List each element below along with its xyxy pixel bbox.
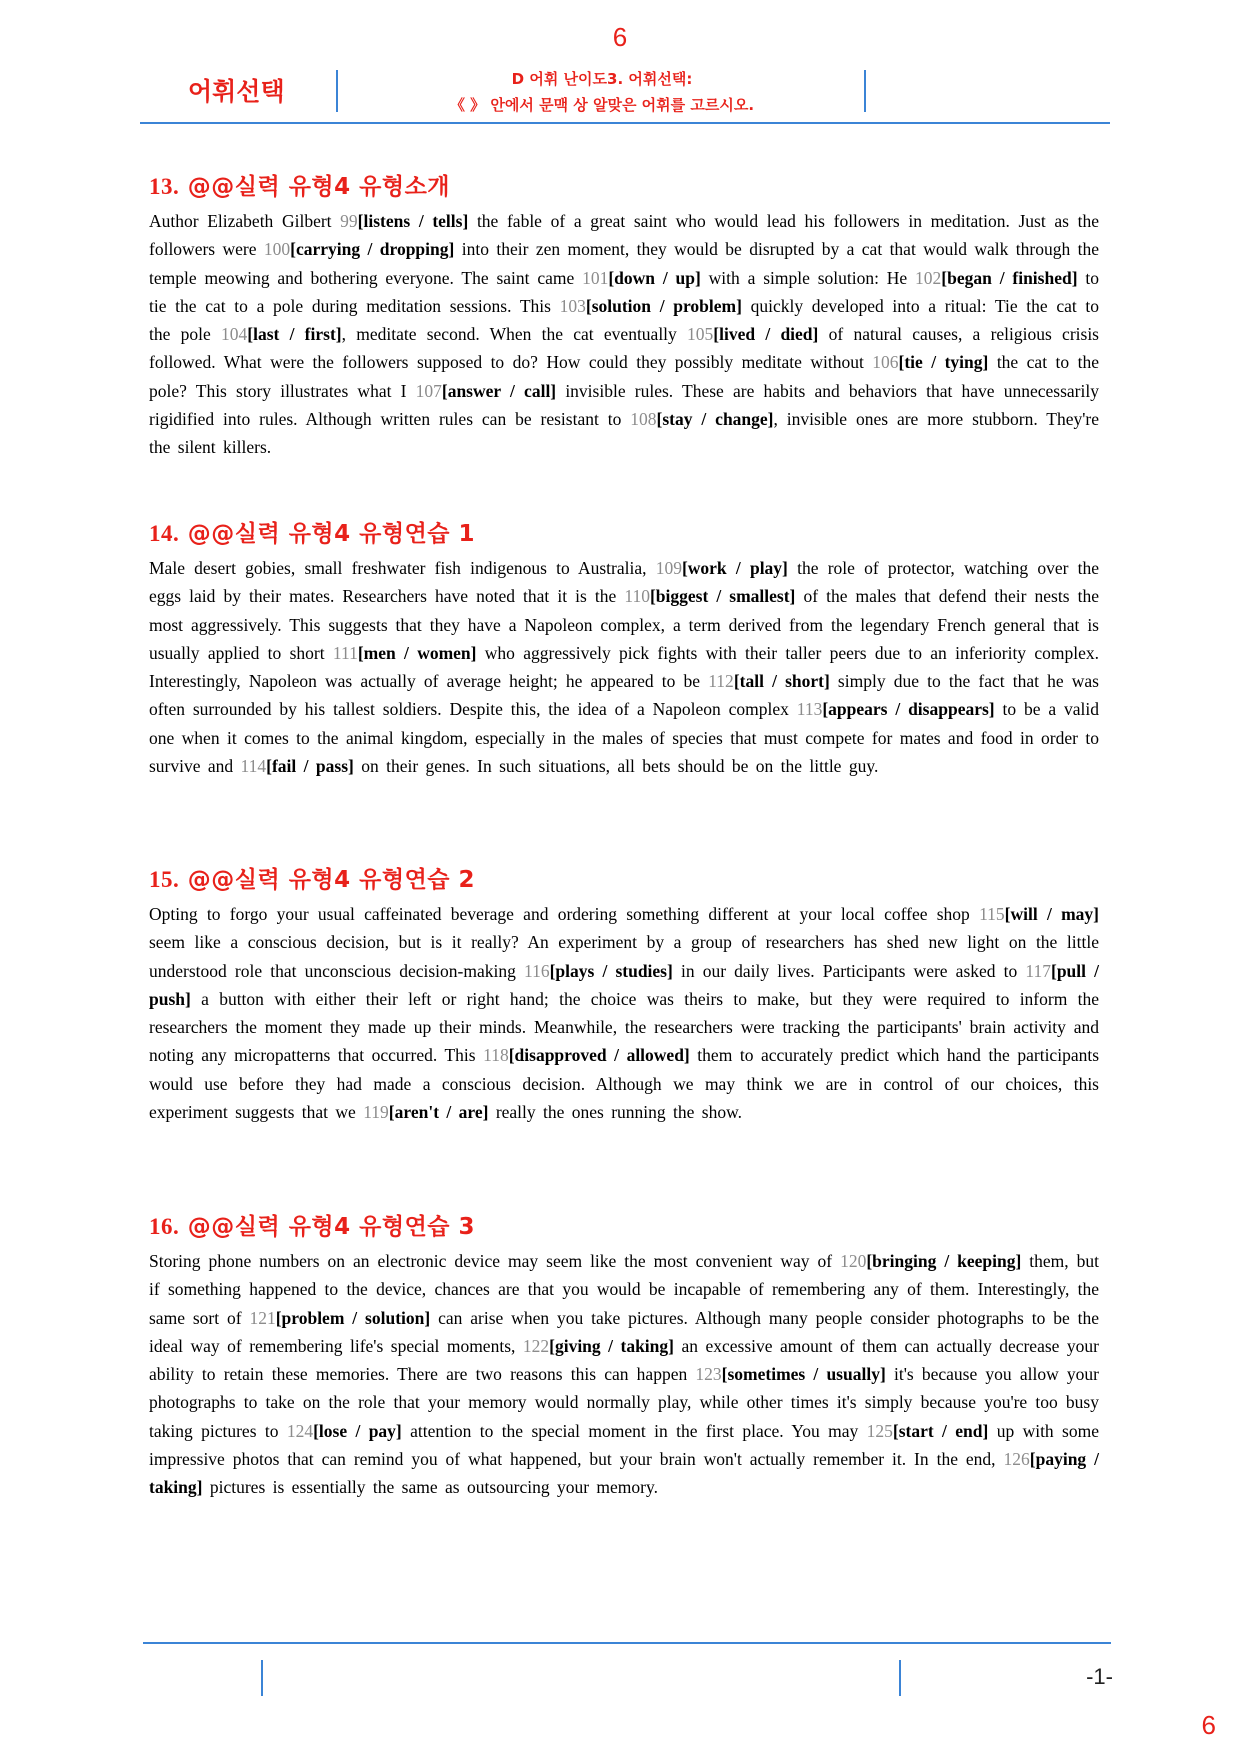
passage bbox=[149, 554, 1099, 780]
footer-page-label: -1- bbox=[1086, 1664, 1113, 1689]
answer-choice: [problem / solution] bbox=[275, 1307, 431, 1328]
question-number: 104 bbox=[221, 324, 248, 345]
passage-text: them to accurately predict which hand the participants would use before they had made a conscious decision. Although we may think we are in control of our choices, this experiment suggests that we bbox=[149, 1045, 1100, 1123]
answer-choice: [men / women] bbox=[357, 642, 477, 663]
passage-text: , meditate second. When the cat eventually bbox=[341, 324, 688, 345]
passage-text: the role of protector, watching over the eggs laid by their mates. Researchers have noted that it is the bbox=[149, 558, 1100, 607]
answer-choice: [down / up] bbox=[608, 267, 701, 288]
question-number: 117 bbox=[1025, 960, 1051, 981]
passage bbox=[149, 1247, 1099, 1502]
question-number: 107 bbox=[415, 380, 442, 401]
answer-choice: [start / end] bbox=[892, 1420, 989, 1441]
passage-text: them, but if something happened to the device, chances are that you would be incapable of remembering any of them. Interestingly, the same sort of bbox=[149, 1251, 1100, 1328]
question-number: 113 bbox=[796, 699, 823, 720]
passage-text: simply due to the fact that he was often surrounded by his tallest soldiers. Despite this, the idea of a Napoleon complex bbox=[149, 671, 1099, 720]
answer-choice: [stay / change] bbox=[656, 409, 774, 430]
passage-text: invisible rules. These are habits and behaviors that have unnecessarily rigidified into rules. Although written rules can be resistant to bbox=[149, 380, 1099, 430]
passage-text: with a simple solution: He bbox=[700, 267, 916, 288]
footer-divider-left bbox=[261, 1660, 263, 1696]
question-number: 118 bbox=[483, 1045, 509, 1066]
question-number: 119 bbox=[363, 1102, 389, 1123]
answer-choice: [carrying / dropping] bbox=[290, 239, 455, 260]
passage-text: who aggressively pick fights with their taller peers due to an inferiority complex. Interestingly, Napoleon was actually of average height; he appeared to be bbox=[149, 642, 1099, 692]
question-number: 121 bbox=[249, 1307, 276, 1328]
answer-choice: [fail / pass] bbox=[266, 756, 354, 777]
question-number: 101 bbox=[582, 267, 609, 288]
passage-text: Male desert gobies, small freshwater fish indigenous to Australia, bbox=[149, 558, 656, 578]
passage bbox=[149, 207, 1099, 462]
answer-choice: [appears / disappears] bbox=[822, 699, 995, 720]
section-number: 15. bbox=[149, 867, 180, 892]
section-number: 14. bbox=[149, 521, 180, 546]
answer-choice: [tall / short] bbox=[733, 671, 830, 692]
question-number: 126 bbox=[1003, 1449, 1030, 1470]
passage-text: to tie the cat to a pole during meditation sessions. This bbox=[149, 267, 1099, 316]
passage-text: up with some impressive photos that can remind you of what happened, but your brain won't actually remember it. In the end, bbox=[149, 1420, 1099, 1470]
passage-text: , invisible ones are more stubborn. They're the silent killers. bbox=[149, 409, 1099, 458]
answer-choice: [answer / call] bbox=[441, 380, 557, 401]
question-number: 111 bbox=[332, 642, 358, 663]
passage-text: an excessive amount of them can actually decrease your ability to retain these memories. There are two reasons this can happen bbox=[149, 1335, 1099, 1385]
passage-text: quickly developed into a ritual: Tie the cat to the pole bbox=[149, 295, 1100, 345]
question-number: 99 bbox=[340, 211, 358, 231]
instruction-line-1: D 어휘 난이도3. 어휘선택: bbox=[511, 70, 693, 88]
question-number: 102 bbox=[915, 267, 942, 288]
answer-choice: [tie / tying] bbox=[898, 352, 989, 373]
section-heading bbox=[149, 861, 1099, 894]
header-rule bbox=[140, 122, 1110, 124]
answer-choice: [lose / pay] bbox=[313, 1420, 402, 1441]
question-number: 103 bbox=[559, 295, 586, 316]
header-divider-right bbox=[864, 70, 866, 112]
section-15 bbox=[149, 861, 1099, 1126]
passage-text: Storing phone numbers on an electronic device may seem like the most convenient way of bbox=[149, 1251, 841, 1271]
question-number: 112 bbox=[708, 671, 734, 692]
answer-choice: [biggest / smallest] bbox=[649, 586, 796, 607]
section-title: @@실력 유형4 유형연습 2 bbox=[187, 867, 476, 893]
answer-choice: [paying / taking] bbox=[149, 1449, 1099, 1498]
question-number: 109 bbox=[655, 558, 682, 578]
question-number: 100 bbox=[263, 239, 291, 260]
answer-choice: [last / first] bbox=[247, 324, 342, 345]
answer-choice: [disapproved / allowed] bbox=[508, 1045, 690, 1066]
passage-text: a button with either their left or right hand; the choice was theirs to make, but they were required to inform the researchers the moment they made up their minds. Meanwhile, the researchers were tracking the participants' brain activity and noting any micropatterns that occurred. This bbox=[149, 988, 1099, 1066]
question-number: 125 bbox=[866, 1420, 893, 1441]
passage-text: to be a valid one when it comes to the animal kingdom, especially in the males of species that must compete for mates and food in order to survive and bbox=[149, 699, 1100, 777]
question-number: 114 bbox=[240, 756, 267, 777]
passage-text: it's because you allow your photographs to take on the role that your memory would normally play, while other times it's simply because you're too busy taking pictures to bbox=[149, 1364, 1099, 1441]
question-number: 116 bbox=[524, 960, 550, 981]
answer-choice: [began / finished] bbox=[941, 267, 1078, 288]
passage-text: of the males that defend their nests the most aggressively. This suggests that they have a Napoleon complex, a term derived from the legendary French general that is usually applied to short bbox=[149, 586, 1099, 663]
answer-choice: [listens / tells] bbox=[357, 211, 469, 231]
answer-choice: [bringing / keeping] bbox=[866, 1251, 1022, 1271]
passage-text: Author Elizabeth Gilbert bbox=[149, 211, 341, 231]
question-number: 123 bbox=[695, 1364, 722, 1385]
page-footer bbox=[143, 1642, 1113, 1702]
section-number: 16. bbox=[149, 1214, 180, 1239]
instruction-line-2: 《 》 안에서 문맥 상 알맞은 어휘를 고르시오. bbox=[449, 96, 755, 114]
passage-text: attention to the special moment in the first place. You may bbox=[401, 1420, 867, 1441]
answer-choice: [work / play] bbox=[681, 558, 788, 578]
footer-divider-right bbox=[899, 1660, 901, 1696]
header-title: 어휘선택 bbox=[188, 77, 285, 106]
section-title: @@실력 유형4 유형소개 bbox=[187, 174, 451, 200]
section-title: @@실력 유형4 유형연습 1 bbox=[187, 521, 476, 547]
answer-choice: [lived / died] bbox=[713, 324, 819, 345]
header-instruction bbox=[340, 66, 864, 118]
section-heading bbox=[149, 515, 1099, 548]
question-number: 122 bbox=[522, 1335, 550, 1356]
question-number: 105 bbox=[687, 324, 714, 345]
question-number: 115 bbox=[979, 904, 1005, 924]
answer-choice: [sometimes / usually] bbox=[721, 1364, 886, 1385]
passage-text: of natural causes, a religious crisis followed. What were the followers supposed to do? How could they possibly meditate without bbox=[149, 324, 1099, 373]
passage-text: Opting to forgo your usual caffeinated beverage and ordering something different at your local coffee shop bbox=[149, 904, 980, 924]
answer-choice: [solution / problem] bbox=[585, 295, 742, 316]
question-number: 124 bbox=[286, 1420, 314, 1441]
passage bbox=[149, 900, 1099, 1126]
answer-choice: [plays / studies] bbox=[549, 960, 673, 981]
passage-text: the cat to the pole? This story illustrates what I bbox=[149, 352, 1099, 401]
question-number: 108 bbox=[630, 409, 657, 430]
question-number: 110 bbox=[624, 586, 650, 607]
section-title: @@실력 유형4 유형연습 3 bbox=[187, 1214, 476, 1240]
footer-rule bbox=[143, 1642, 1111, 1644]
section-heading bbox=[149, 1208, 1099, 1241]
answer-choice: [pull / push] bbox=[149, 960, 1100, 1009]
answer-choice: [giving / taking] bbox=[549, 1335, 674, 1356]
passage-text: into their zen moment, they would be disrupted by a cat that would walk through the temple meowing and bothering everyone. The saint came bbox=[149, 239, 1099, 288]
answer-choice: [will / may] bbox=[1004, 904, 1100, 924]
passage-text: in our daily lives. Participants were asked to bbox=[672, 960, 1026, 981]
page-header bbox=[140, 62, 1110, 124]
section-16 bbox=[149, 1208, 1099, 1502]
passage-text: the fable of a great saint who would lead his followers in meditation. Just as the followers were bbox=[149, 211, 1099, 260]
passage-text: seem like a conscious decision, but is it really? An experiment by a group of researchers has shed new light on the little understood role that unconscious decision-making bbox=[149, 932, 1099, 981]
section-14 bbox=[149, 515, 1099, 780]
passage-text: on their genes. In such situations, all bets should be on the little guy. bbox=[353, 756, 879, 777]
page-number-bottom: 6 bbox=[1201, 1710, 1216, 1740]
passage-text: really the ones running the show. bbox=[488, 1102, 742, 1123]
passage-text: can arise when you take pictures. Although many people consider photographs to be the ideal way of remembering life's special moments, bbox=[149, 1307, 1099, 1356]
question-number: 106 bbox=[872, 352, 899, 373]
passage-text: pictures is essentially the same as outsourcing your memory. bbox=[202, 1477, 658, 1498]
page-number-top: 6 bbox=[612, 22, 628, 52]
section-13 bbox=[149, 168, 1099, 462]
answer-choice: [aren't / are] bbox=[388, 1102, 489, 1123]
section-heading bbox=[149, 168, 1099, 201]
header-divider-left bbox=[336, 70, 338, 112]
question-number: 120 bbox=[840, 1251, 867, 1271]
section-number: 13. bbox=[149, 174, 180, 199]
